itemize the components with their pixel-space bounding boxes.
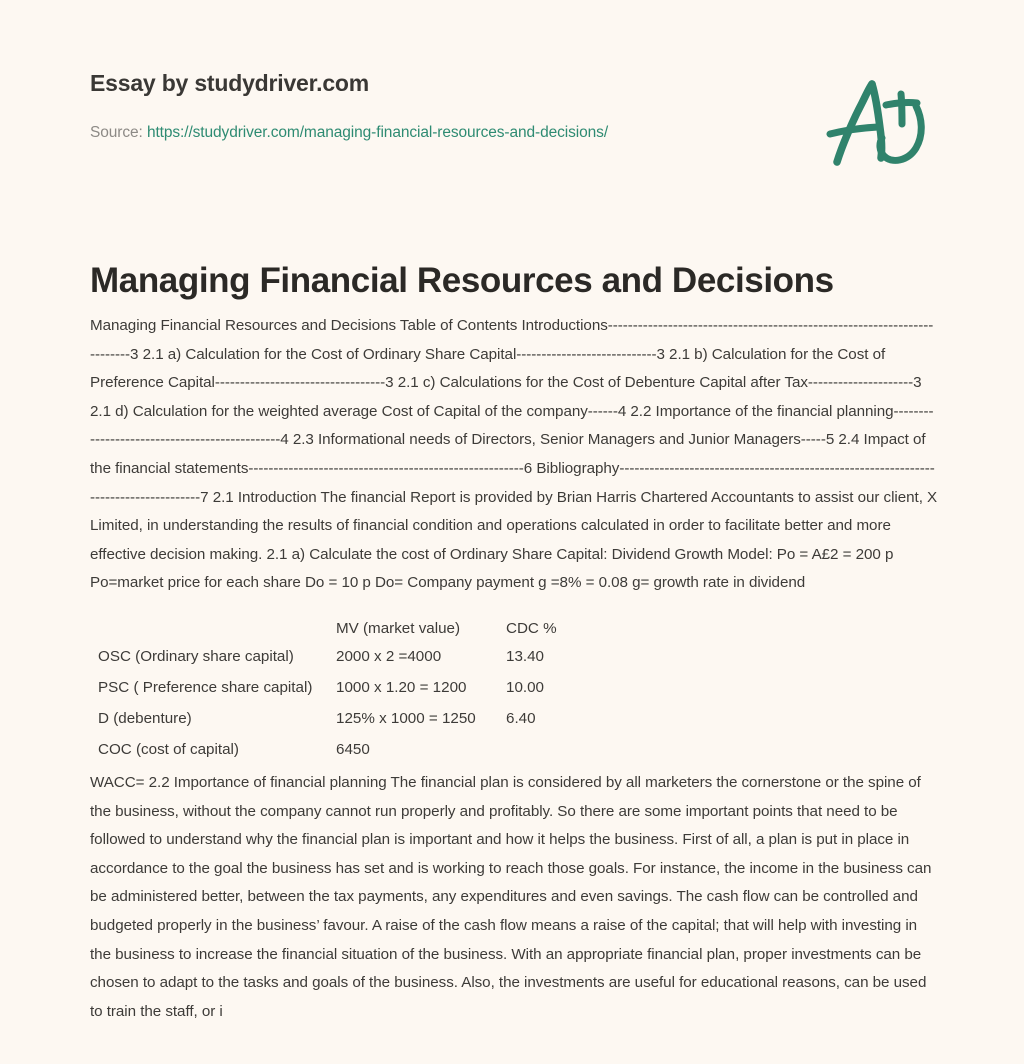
row-cdc: 10.00 xyxy=(506,678,545,696)
row-label: COC (cost of capital) xyxy=(98,740,239,758)
column-header-mv: MV (market value) xyxy=(336,619,461,637)
table-row xyxy=(90,672,643,703)
table-row xyxy=(90,641,643,672)
table-row xyxy=(90,734,643,765)
row-mv: 2000 x 2 =4000 xyxy=(336,647,442,665)
brand-heading: Essay by studydriver.com xyxy=(90,70,370,96)
page-title: Managing Financial Resources and Decisions xyxy=(90,261,834,301)
essay-body xyxy=(90,312,938,1026)
table-row xyxy=(90,703,643,734)
column-header-cdc: CDC % xyxy=(506,619,557,637)
source-url-link[interactable]: https://studydriver.com/managing-financial-resources-and-decisions/ xyxy=(146,124,609,141)
cost-of-capital-table xyxy=(90,616,643,765)
column-header-blank xyxy=(90,616,328,641)
body-paragraph-2: WACC= 2.2 Importance of financial planning The financial plan is considered by all marketers the cornerstone or the spine of the business, without the company cannot run properly and profitably. So there are some important points that need to be followed to understand why the financial plan is important and how it helps the business. First of all, a plan is put in place in accordance to the goal the business has set and is working to reach those goals. For instance, the income in the business can be administered better, between the tax payments, any expenditures and even savings. The cash flow can be controlled and budgeted properly in the business’ favour. A raise of the cash flow means a raise of the capital; that will help with investing in the business to increase the financial situation of the business. With an appropriate financial plan, proper investments can be chosen to adapt to the tasks and goals of the business. Also, the investments are useful for educational reasons, can be used to train the staff, or i xyxy=(90,773,932,1020)
cost-of-capital-table-wrap xyxy=(90,616,938,765)
row-cdc xyxy=(498,734,643,765)
a-plus-logo-glyph xyxy=(812,72,936,172)
row-mv: 125% x 1000 = 1250 xyxy=(336,709,476,727)
table-head xyxy=(90,616,643,641)
row-cdc: 13.40 xyxy=(506,647,545,665)
row-cdc: 6.40 xyxy=(506,709,536,727)
table-body xyxy=(90,641,643,765)
row-mv: 6450 xyxy=(336,740,370,758)
source-label: Source: xyxy=(90,124,143,141)
row-label: PSC ( Preference share capital) xyxy=(98,678,313,696)
row-label: OSC (Ordinary share capital) xyxy=(98,647,294,665)
a-plus-logo-icon[interactable] xyxy=(812,72,936,172)
body-paragraph-1: Managing Financial Resources and Decisions Table of Contents Introductions-------------------------------------------------------------------------3 2.1 a) Calculation for the Cost of Ordinary Share Capital----------------------------3 2.1 b) Calculation for the Cost of Preference Capital----------------------------------3 2.1 c) Calculations for the Cost of Debenture Capital after Tax---------------------3 2.1 d) Calculation for the weighted average Cost of Capital of the company------4 2.2 Importance of the financial planning----------------------------------------------4 2.3 Informational needs of Directors, Senior Managers and Junior Managers-----5 2.4 Impact of the financial statements-------------------------------------------------------6 Bibliography-------------------------------------------------------------------------------------7 2.1 Introduction The financial Report is provided by Brian Harris Chartered Accountants to assist our client, X Limited, in understanding the results of financial condition and operations calculated in order to facilitate better and more effective decision making. 2.1 a) Calculate the cost of Ordinary Share Capital: Dividend Growth Model: Po = A£2 = 200 p Po=market price for each share Do = 10 p Do= Company payment g =8% = 0.08 g= growth rate in dividend xyxy=(90,317,938,592)
row-mv: 1000 x 1.20 = 1200 xyxy=(336,678,467,696)
page-header xyxy=(0,0,1024,210)
source-line xyxy=(90,124,608,142)
row-label: D (debenture) xyxy=(98,709,192,727)
table-header-row xyxy=(90,616,643,641)
